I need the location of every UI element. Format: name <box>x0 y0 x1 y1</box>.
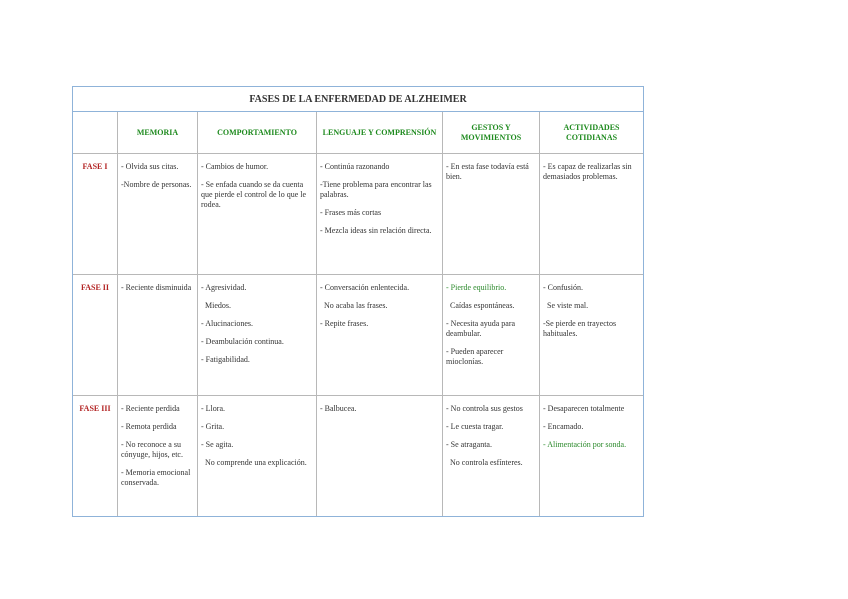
cell-item: - Llora. <box>201 404 225 413</box>
cell-item: - En esta fase todavía está bien. <box>446 162 531 181</box>
cell-item: Se viste mal. <box>543 301 589 310</box>
cell-item: - Se atraganta. <box>446 440 492 449</box>
cell-actividades <box>540 154 643 275</box>
cell-item: - Se agita. <box>201 440 234 449</box>
header-actividades: ACTIVIDADES COTIDIANAS <box>540 112 643 154</box>
cell-item: - Memoria emocional conservada. <box>121 468 193 487</box>
cell-comportamiento <box>198 154 317 275</box>
cell-item: - Cambios de humor. <box>201 162 269 171</box>
cell-item: - Fatigabilidad. <box>201 355 250 364</box>
cell-item: - Confusión. <box>543 283 583 292</box>
phase-label: FASE III <box>73 396 118 516</box>
cell-item: - Repite frases. <box>320 319 369 328</box>
cell-item: - Necesita ayuda para deambular. <box>446 319 518 338</box>
phase-label: FASE II <box>73 275 118 396</box>
cell-item: Caídas espontáneas. <box>446 301 515 310</box>
header-memoria: MEMORIA <box>118 112 198 154</box>
cell-item: - Alimentación por sonda. <box>543 440 627 449</box>
table-body <box>73 154 643 516</box>
table-row <box>73 275 643 396</box>
cell-item: - Deambulación continua. <box>201 337 284 346</box>
cell-item: - Mezcla ideas sin relación directa. <box>320 226 432 235</box>
cell-item: - Se enfada cuando se da cuenta que pierde el control de lo que le rodea. <box>201 180 309 209</box>
cell-item: - Pierde equilibrio. <box>446 283 507 292</box>
cell-item: - Desaparecen totalmente <box>543 404 625 413</box>
cell-item: - Alucinaciones. <box>201 319 253 328</box>
cell-item: No comprende una explicación. <box>201 458 307 467</box>
phase-label: FASE I <box>73 154 118 275</box>
cell-actividades <box>540 396 643 516</box>
cell-item: No acaba las frases. <box>320 301 388 310</box>
cell-item: - Olvida sus citas. <box>121 162 179 171</box>
cell-item: -Nombre de personas. <box>121 180 192 189</box>
header-gestos: GESTOS Y MOVIMIENTOS <box>443 112 540 154</box>
cell-item: -Tiene problema para encontrar las palabras. <box>320 180 434 199</box>
header-comportamiento: COMPORTAMIENTO <box>198 112 317 154</box>
cell-item: - Conversación enlentecida. <box>320 283 410 292</box>
cell-gestos <box>443 275 540 396</box>
cell-item: No controla esfínteres. <box>446 458 523 467</box>
cell-item: - No controla sus gestos <box>446 404 523 413</box>
cell-gestos <box>443 396 540 516</box>
cell-lenguaje <box>317 154 443 275</box>
cell-item: - Encamado. <box>543 422 584 431</box>
cell-item: - Remota perdida <box>121 422 177 431</box>
header-lenguaje: LENGUAJE Y COMPRENSIÓN <box>317 112 443 154</box>
cell-item: - Agresividad. <box>201 283 247 292</box>
alzheimer-phases-table <box>72 86 644 517</box>
cell-item: - Es capaz de realizarlas sin demasiados problemas. <box>543 162 634 181</box>
cell-comportamiento <box>198 275 317 396</box>
cell-item: - No reconoce a su cónyuge, hijos, etc. <box>121 440 183 459</box>
cell-lenguaje <box>317 396 443 516</box>
cell-item: Miedos. <box>201 301 231 310</box>
cell-lenguaje <box>317 275 443 396</box>
header-empty <box>73 112 118 154</box>
cell-item: - Le cuesta tragar. <box>446 422 504 431</box>
cell-item: - Reciente perdida <box>121 404 180 413</box>
cell-memoria <box>118 154 198 275</box>
cell-gestos <box>443 154 540 275</box>
cell-item: - Balbucea. <box>320 404 357 413</box>
cell-item: - Continúa razonando <box>320 162 390 171</box>
table-row <box>73 154 643 275</box>
cell-comportamiento <box>198 396 317 516</box>
table-title: FASES DE LA ENFERMEDAD DE ALZHEIMER <box>73 87 643 112</box>
cell-item: - Grita. <box>201 422 225 431</box>
cell-memoria <box>118 275 198 396</box>
cell-item: - Pueden aparecer mioclonías. <box>446 347 506 366</box>
cell-memoria <box>118 396 198 516</box>
cell-item: - Reciente disminuida <box>121 283 192 292</box>
cell-item: - Frases más cortas <box>320 208 382 217</box>
cell-item: -Se pierde en trayectos habituales. <box>543 319 619 338</box>
header-row <box>73 112 643 154</box>
cell-actividades <box>540 275 643 396</box>
table-row <box>73 396 643 516</box>
